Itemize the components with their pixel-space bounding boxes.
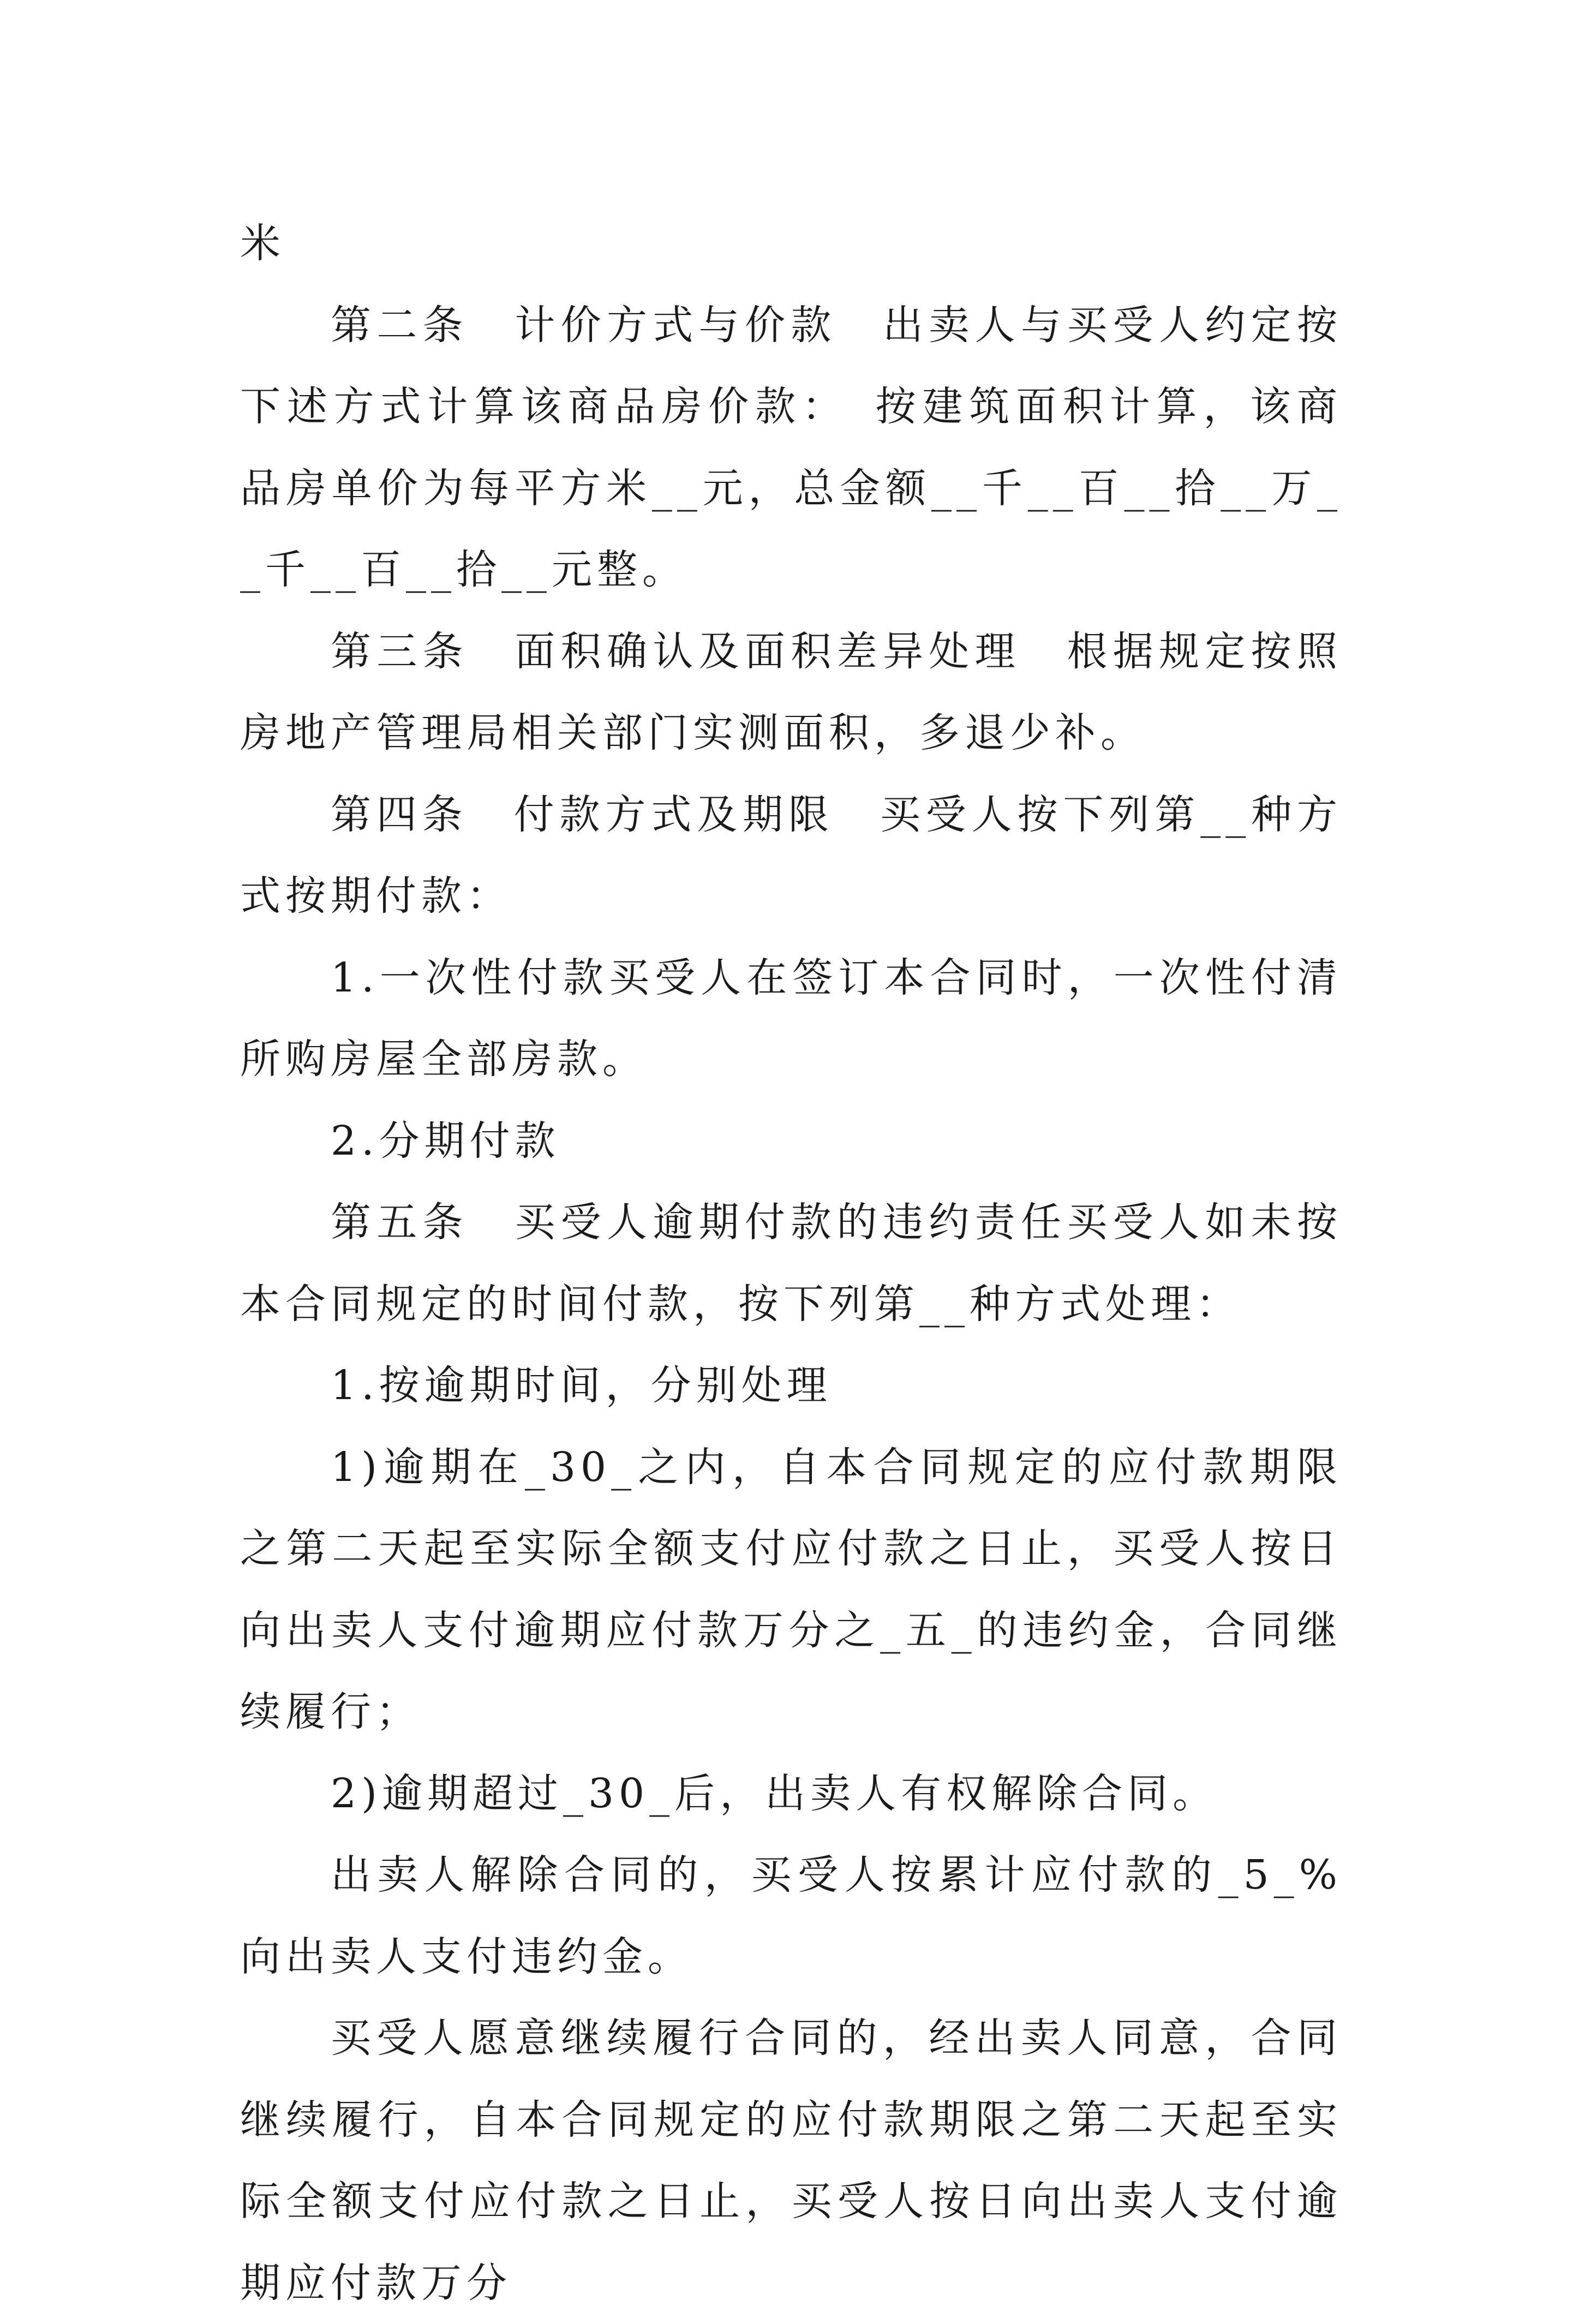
paragraph-article-2: 第二条 计价方式与价款 出卖人与买受人约定按下述方式计算该商品房价款： 按建筑面积计算，该商品房单价为每平方米__元，总金额__千__百__拾__万__千__百__拾__元整。 xyxy=(240,301,1342,593)
paragraph-termination-penalty: 出卖人解除合同的，买受人按累计应付款的_5_%向出卖人支付违约金。 xyxy=(240,1851,1342,1980)
paragraph-continuation: 米 xyxy=(240,220,285,267)
paragraph-overdue-over-30: 2)逾期超过_30_后，出卖人有权解除合同。 xyxy=(331,1770,1218,1817)
paragraph-continue-performance: 买受人愿意继续履行合同的，经出卖人同意，合同继续履行，自本合同规定的应付款期限之第二天起至实际全额支付应付款之日止，买受人按日向出卖人支付逾期应付款万分 xyxy=(240,2015,1342,2307)
paragraph-overdue-within-30: 1)逾期在_30_之内，自本合同规定的应付款期限之第二天起至实际全额支付应付款之日止，买受人按日向出卖人支付逾期应付款万分之_五_的违约金，合同继续履行； xyxy=(240,1443,1342,1735)
paragraph-payment-option-2: 2.分期付款 xyxy=(331,1117,560,1164)
paragraph-article-4: 第四条 付款方式及期限 买受人按下列第__种方式按期付款： xyxy=(240,791,1342,919)
paragraph-article-5: 第五条 买受人逾期付款的违约责任买受人如未按本合同规定的时间付款，按下列第__种方式处理： xyxy=(240,1199,1342,1328)
paragraph-payment-option-1: 1.一次性付款买受人在签订本合同时，一次性付清所购房屋全部房款。 xyxy=(240,954,1342,1083)
paragraph-overdue-handling: 1.按逾期时间，分别处理 xyxy=(331,1362,832,1409)
paragraph-article-3: 第三条 面积确认及面积差异处理 根据规定按照房地产管理局相关部门实测面积，多退少补。 xyxy=(240,628,1342,756)
document-body xyxy=(240,203,1342,2324)
